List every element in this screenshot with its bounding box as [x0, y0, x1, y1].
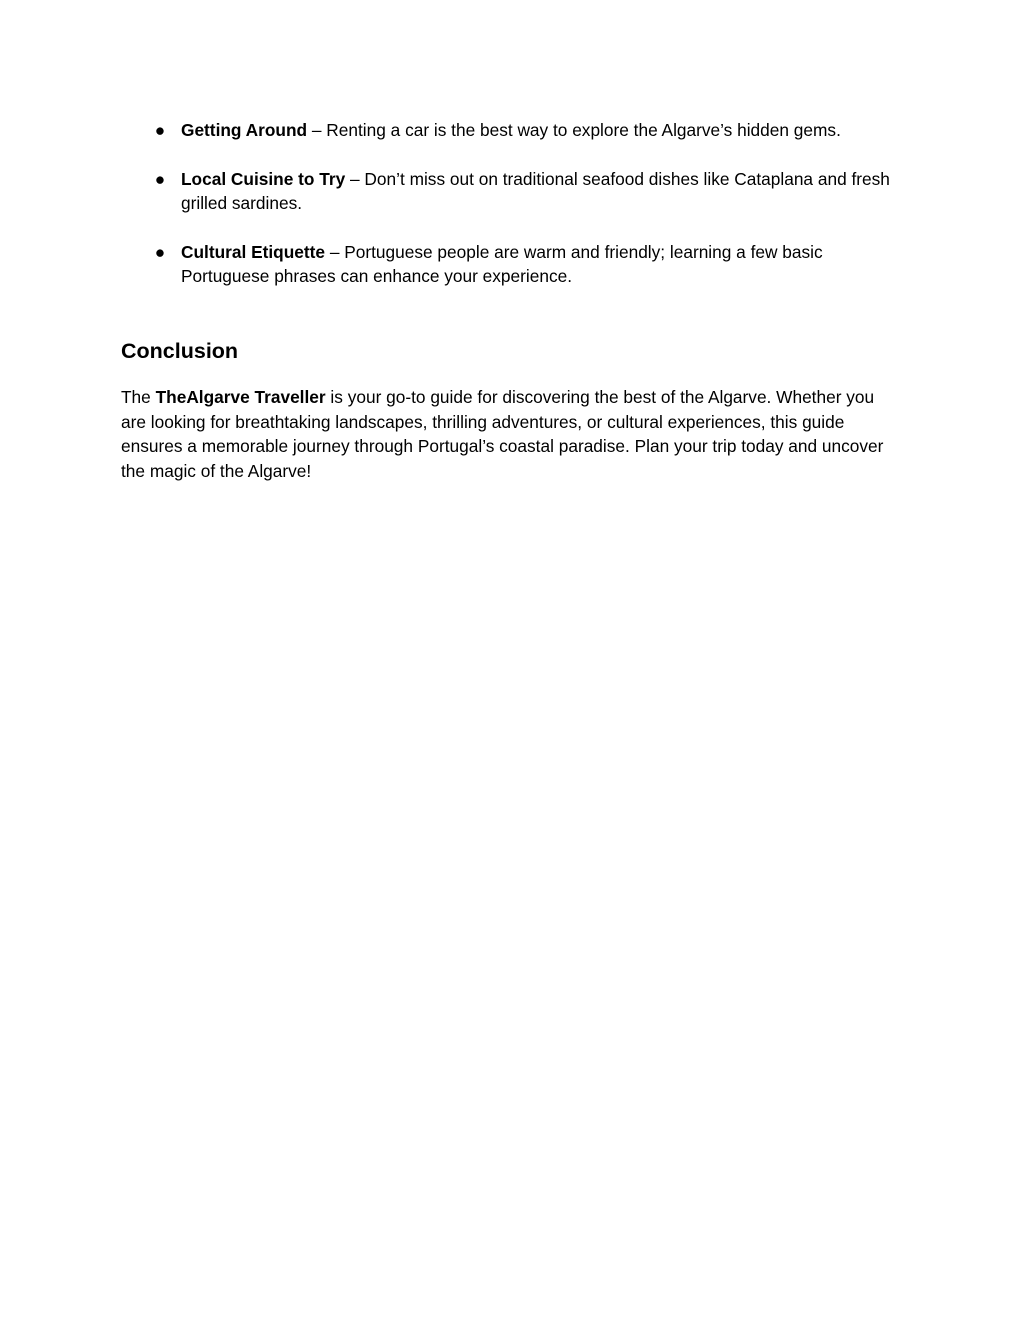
tip-description: – Portuguese people are warm and friendly; learning a few basic Portuguese phrases can enhance your experience.: [181, 241, 823, 286]
conclusion-intro: The: [121, 387, 156, 407]
list-item: [121, 167, 911, 216]
tip-title: Cultural Etiquette: [181, 241, 326, 262]
tip-description: – Don’t miss out on traditional seafood dishes like Cataplana and fresh grilled sardines.: [181, 168, 890, 213]
tip-title: Local Cuisine to Try: [181, 168, 346, 189]
tip-title: Getting Around: [181, 120, 308, 140]
conclusion-paragraph: [121, 385, 896, 483]
tip-text: [181, 169, 890, 214]
bullet-icon: ●: [154, 120, 166, 140]
tip-description: – Renting a car is the best way to explore the Algarve’s hidden gems.: [307, 120, 841, 140]
travel-tips-list: [121, 118, 911, 313]
conclusion-body: is your go-to guide for discovering the best of the Algarve. Whether you are looking for breathtaking landscapes, thrilling adventures, or cultural experiences, this guide ensures a memorable journey through Portugal’s coastal paradise. Plan your trip today and uncover the magic of the Algarve!: [121, 387, 884, 481]
list-item: [121, 118, 911, 143]
conclusion-heading: Conclusion: [121, 339, 239, 363]
bullet-icon: ●: [154, 168, 166, 189]
bullet-icon: ●: [154, 241, 166, 262]
tip-text: [181, 242, 823, 287]
tip-text: [181, 120, 841, 140]
list-item: [121, 240, 911, 289]
brand-name: TheAlgarve Traveller: [155, 387, 326, 407]
